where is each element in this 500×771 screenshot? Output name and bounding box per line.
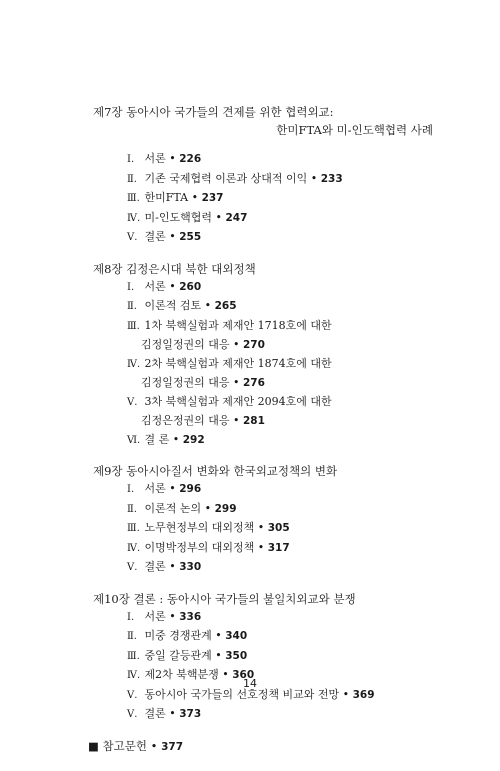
- section-number: Ⅰ.: [127, 154, 135, 165]
- section-number: Ⅳ.: [127, 542, 141, 554]
- section-title: 이론적 검토: [144, 299, 202, 312]
- chapter-title: 제10장 결론 : 동아시아 국가들의 불일치외교와 분쟁: [93, 591, 356, 606]
- page-ref: 340: [225, 630, 248, 642]
- section-title: 기존 국제협력 이론과 상대적 이익: [144, 171, 308, 185]
- section-number: Ⅱ.: [127, 631, 137, 642]
- section-number: Ⅴ.: [127, 689, 138, 701]
- section-title: 제2차 북핵분쟁: [144, 668, 219, 681]
- page-ref: 247: [225, 211, 248, 224]
- page-ref: 265: [214, 300, 237, 312]
- section-number: Ⅳ.: [127, 670, 141, 681]
- toc-entry: Ⅴ. 결론 • 255: [127, 228, 433, 248]
- toc-entry: Ⅴ. 결론 • 373: [127, 705, 433, 725]
- page-ref: 373: [179, 708, 202, 720]
- page-ref: 317: [267, 541, 290, 554]
- chapter-title: 제8장 김정은시대 북한 대외정책: [93, 261, 256, 276]
- section-title: 노무현정부의 대외정책: [144, 521, 255, 534]
- references-label: ■ 참고문헌: [88, 738, 147, 753]
- page-ref: 369: [352, 688, 375, 701]
- chapter-title: 제9장 동아시아질서 변화와 한국외교정책의 변화: [93, 464, 338, 478]
- page-ref: 270: [243, 339, 265, 351]
- section-title-continued: 김정일정권의 대응: [141, 338, 230, 351]
- page-ref: 276: [243, 377, 265, 389]
- toc-entry: Ⅲ. 한미FTA • 237: [127, 189, 433, 209]
- section-title: 결 론: [144, 432, 170, 446]
- toc-entry: Ⅳ. 2차 북핵실험과 제재안 1874호에 대한 김정일정권의 대응 • 276: [127, 356, 332, 389]
- toc-entry: Ⅴ. 3차 북핵실험과 제재안 2094호에 대한 김정은정권의 대응 • 281: [127, 394, 332, 427]
- page-ref: 292: [182, 433, 205, 446]
- table-of-contents: [88, 103, 433, 756]
- chapter-8: [93, 260, 433, 451]
- page-ref: 233: [320, 172, 343, 185]
- section-list: [93, 278, 433, 451]
- section-number: Ⅴ.: [127, 709, 138, 720]
- page-ref: 330: [179, 561, 202, 573]
- section-title: 서론: [144, 279, 166, 293]
- chapter-9: [93, 462, 433, 578]
- toc-entry: Ⅳ. 이명박정부의 대외정책 • 317: [127, 539, 433, 559]
- chapter-7: [93, 103, 433, 248]
- chapter-subtitle: 한미FTA와 미-인도핵협력 사례: [276, 123, 433, 137]
- references-entry: ■ 참고문헌 • 377: [88, 738, 183, 753]
- toc-entry: Ⅲ. 노무현정부의 대외정책 • 305: [127, 519, 433, 539]
- page-ref: 260: [179, 280, 202, 293]
- section-number: Ⅰ.: [127, 611, 135, 623]
- section-title: 한미FTA: [144, 191, 189, 204]
- toc-entry: Ⅲ. 1차 북핵실험과 제재안 1718호에 대한 김정일정권의 대응 • 270: [127, 318, 332, 351]
- section-number: Ⅱ.: [127, 173, 137, 185]
- page-ref: 350: [225, 649, 248, 662]
- section-title: 미중 경쟁관계: [144, 629, 212, 642]
- page-ref: 255: [179, 231, 202, 243]
- section-title-continued: 김정일정권의 대응: [141, 376, 230, 389]
- section-title: 중일 갈등관계: [144, 648, 212, 662]
- section-title: 3차 북핵실험과 제재안 2094호에 대한: [144, 394, 332, 408]
- chapter-10: [93, 590, 433, 725]
- toc-entry: Ⅱ. 기존 국제협력 이론과 상대적 이익 • 233: [127, 170, 433, 190]
- section-title: 서론: [144, 609, 166, 623]
- toc-entry: Ⅰ. 서론 • 226: [127, 150, 433, 170]
- toc-entry: Ⅵ. 결 론 • 292: [127, 431, 433, 451]
- section-title: 이론적 논의: [144, 501, 202, 515]
- section-title: 결론: [144, 707, 166, 720]
- section-title: 미-인도핵협력: [144, 210, 212, 224]
- section-list: [93, 608, 433, 725]
- toc-entry: Ⅱ. 미중 경쟁관계 • 340: [127, 627, 433, 647]
- section-number: Ⅲ.: [127, 650, 140, 662]
- section-number: Ⅴ.: [127, 232, 138, 243]
- chapter-title: 제7장 동아시아 국가들의 견제를 위한 협력외교:: [93, 105, 334, 119]
- section-title: 1차 북핵실험과 제재안 1718호에 대한: [144, 318, 332, 332]
- section-list: [93, 480, 433, 578]
- toc-entry: Ⅱ. 이론적 검토 • 265: [127, 297, 433, 317]
- page-ref: 296: [179, 483, 202, 495]
- section-number: Ⅲ.: [127, 523, 140, 534]
- section-title: 서론: [144, 482, 166, 495]
- toc-entry: Ⅴ. 동아시아 국가들의 선호정책 비교와 전망 • 369: [127, 686, 433, 706]
- section-number: Ⅲ.: [127, 320, 140, 332]
- page-ref: 237: [201, 192, 224, 204]
- section-list: [93, 150, 433, 248]
- page-ref: 360: [232, 669, 255, 681]
- section-number: Ⅱ.: [127, 301, 137, 312]
- toc-entry: Ⅳ. 미-인도핵협력 • 247: [127, 209, 433, 229]
- section-number: Ⅱ.: [127, 503, 137, 515]
- section-title: 서론: [144, 152, 166, 165]
- section-number: Ⅳ.: [127, 212, 141, 224]
- section-number: Ⅴ.: [127, 562, 138, 573]
- section-number: Ⅳ.: [127, 358, 141, 370]
- toc-entry: Ⅲ. 중일 갈등관계 • 350: [127, 647, 433, 667]
- page-ref: 281: [243, 415, 265, 427]
- section-number: Ⅴ.: [127, 396, 138, 408]
- section-title: 2차 북핵실험과 제재안 1874호에 대한: [144, 356, 332, 370]
- section-title: 결론: [144, 230, 166, 243]
- toc-entry: Ⅰ. 서론 • 336: [127, 608, 433, 628]
- section-title-continued: 김정은정권의 대응: [141, 414, 230, 427]
- page-ref: 377: [161, 740, 183, 753]
- section-title: 이명박정부의 대외정책: [144, 540, 255, 554]
- page-number: 14: [243, 677, 257, 690]
- page-ref: 299: [214, 502, 237, 515]
- section-number: Ⅲ.: [127, 193, 140, 204]
- section-number: Ⅰ.: [127, 484, 135, 495]
- section-title: 동아시아 국가들의 선호정책 비교와 전망: [144, 687, 340, 701]
- page-ref: 226: [179, 153, 202, 165]
- section-number: Ⅰ.: [127, 281, 135, 293]
- toc-entry: Ⅰ. 서론 • 260: [127, 278, 433, 298]
- toc-entry: Ⅰ. 서론 • 296: [127, 480, 433, 500]
- page-ref: 336: [179, 610, 202, 623]
- toc-entry: Ⅱ. 이론적 논의 • 299: [127, 500, 433, 520]
- toc-entry: Ⅴ. 결론 • 330: [127, 558, 433, 578]
- section-title: 결론: [144, 560, 166, 573]
- page-ref: 305: [267, 522, 290, 534]
- section-number: Ⅵ.: [127, 434, 141, 446]
- toc-entry: Ⅳ. 제2차 북핵분쟁 • 360: [127, 666, 433, 686]
